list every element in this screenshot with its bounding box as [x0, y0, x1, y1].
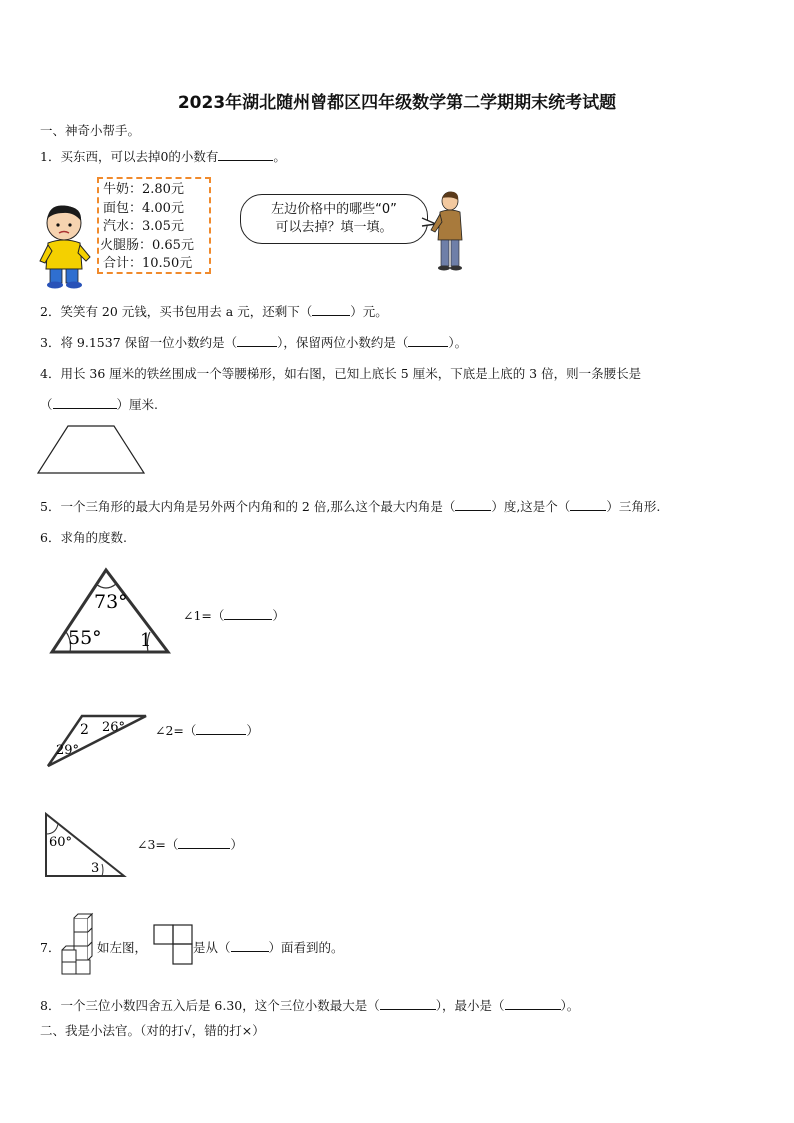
angle-3-answer: ∠3=（ ）: [137, 837, 243, 852]
teacher-illustration: [428, 190, 468, 272]
angle-2-answer: ∠2=（ ）: [155, 723, 259, 738]
answer-blank[interactable]: [196, 723, 246, 735]
section-2-heading: 二、我是小法官。（对的打√，错的打×）: [40, 1023, 265, 1038]
answer-blank[interactable]: [408, 335, 448, 347]
price-item-milk: 牛奶：2.80元: [103, 182, 184, 197]
angle-label-1: 1: [140, 630, 152, 651]
view-shape-figure: [153, 924, 193, 966]
angle-label-29: 29°: [56, 743, 80, 758]
section-1-heading: 一、神奇小帮手。: [40, 123, 141, 138]
triangle-2: [44, 712, 150, 772]
answer-blank[interactable]: [178, 837, 230, 849]
question-1: 1．买东西，可以去掉0的小数有 。: [40, 149, 286, 164]
triangle-3: [40, 810, 128, 880]
angle-label-26: 26°: [102, 720, 126, 735]
question-4-answer: （ ）厘米.: [40, 397, 158, 412]
question-8: 8．一个三位小数四舍五入后是 6.30，这个三位小数最大是（ ），最小是（ ）。: [40, 998, 580, 1013]
question-3: 3．将 9.1537 保留一位小数约是（ ），保留两位小数约是（ ）。: [40, 335, 468, 350]
boy-illustration: [38, 203, 94, 289]
answer-blank[interactable]: [231, 940, 269, 952]
question-7-text-1: 如左图，: [97, 940, 148, 955]
price-item-soda: 汽水：3.05元: [103, 219, 184, 234]
answer-blank[interactable]: [237, 335, 277, 347]
angle-label-3: 3: [91, 861, 100, 876]
question-1-text: 1．买东西，可以去掉0的小数有: [40, 149, 219, 164]
question-6: 6．求角的度数.: [40, 530, 127, 545]
speech-bubble: [240, 194, 428, 244]
cube-stack-figure: [58, 914, 98, 978]
price-item-bread: 面包：4.00元: [103, 200, 184, 216]
angle-label-73: 73°: [94, 591, 128, 613]
answer-blank[interactable]: [218, 149, 273, 161]
page-title: 2023年湖北随州曾都区四年级数学第二学期期末统考试题: [177, 93, 617, 113]
answer-blank[interactable]: [380, 998, 436, 1010]
price-item-sausage: 火腿肠：0.65元: [100, 237, 194, 253]
answer-blank[interactable]: [224, 608, 272, 620]
bubble-text-2: 可以去掉？填一填。: [275, 220, 393, 235]
answer-blank[interactable]: [53, 397, 117, 409]
answer-blank[interactable]: [312, 304, 350, 316]
angle-label-55: 55°: [68, 627, 102, 649]
angle-label-60: 60°: [49, 835, 73, 850]
question-7-text-2: 是从（ ）面看到的。: [193, 940, 344, 955]
angle-label-2: 2: [80, 722, 89, 738]
answer-blank[interactable]: [570, 499, 606, 511]
answer-blank[interactable]: [505, 998, 561, 1010]
trapezoid-figure: [36, 424, 148, 476]
question-7-number: 7．: [40, 940, 61, 955]
answer-blank[interactable]: [455, 499, 491, 511]
price-list: [97, 177, 211, 274]
question-5: 5．一个三角形的最大内角是另外两个内角和的 2 倍,那么这个最大内角是（ ）度,这是个（ ）三角形.: [40, 499, 661, 514]
angle-1-answer: ∠1=（ ）: [183, 608, 285, 623]
bubble-text-1: 左边价格中的哪些“0”: [271, 202, 397, 217]
question-2: 2．笑笑有 20 元钱，买书包用去 a 元，还剩下（ ）元。: [40, 304, 388, 319]
triangle-1: [44, 566, 176, 658]
price-item-total: 合计：10.50元: [103, 256, 193, 271]
question-4: 4．用长 36 厘米的铁丝围成一个等腰梯形，如右图，已知上底长 5 厘米，下底是上底的 3 倍，则一条腰长是: [40, 366, 642, 381]
